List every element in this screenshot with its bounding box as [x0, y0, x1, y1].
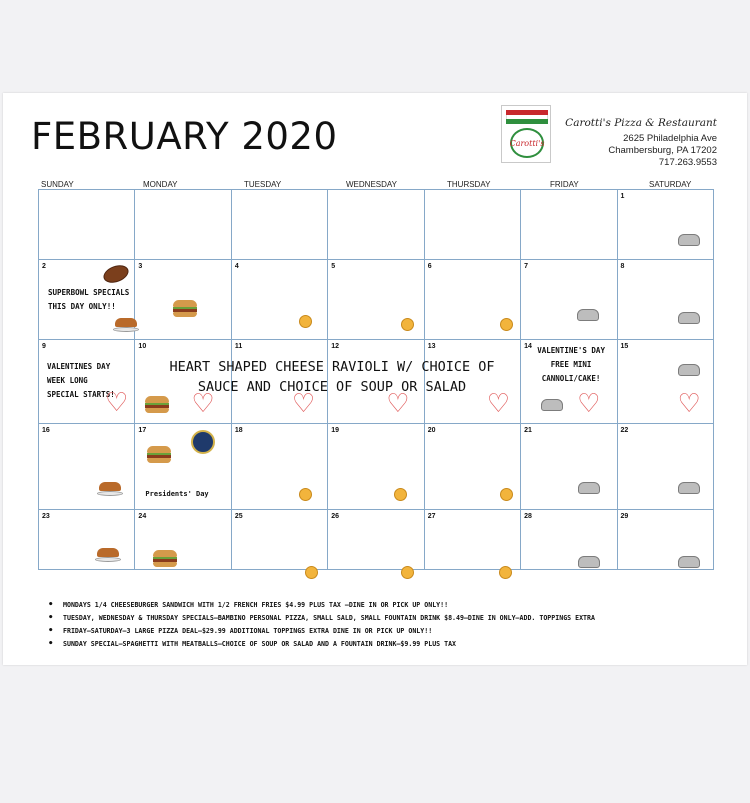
- month-title: FEBRUARY 2020: [31, 115, 338, 158]
- day-number: 5: [331, 263, 336, 270]
- valentines-week-note: VALENTINES DAY WEEK LONG SPECIAL STARTS!: [47, 362, 115, 399]
- pizza-icon: [678, 234, 700, 246]
- burger-icon: [145, 396, 169, 416]
- weekday-saturday: SATURDAY: [649, 180, 692, 189]
- cookie-icon: [500, 318, 513, 331]
- burger-icon: [147, 446, 171, 466]
- football-icon: [101, 262, 131, 286]
- presidents-day-note: Presidents' Day: [145, 490, 209, 498]
- weekday-wednesday: WEDNESDAY: [346, 180, 397, 189]
- pizza-icon: [541, 399, 563, 411]
- day-cell: [231, 260, 327, 340]
- heart-icon: ♡: [577, 389, 601, 419]
- burger-icon: [153, 550, 177, 570]
- day-number: 25: [234, 513, 243, 520]
- pizza-icon: [678, 556, 700, 568]
- italian-flag-green: [506, 119, 548, 124]
- day-number: 14: [524, 343, 532, 350]
- heart-icon: ♡: [486, 389, 510, 419]
- day-number: 29: [620, 513, 629, 520]
- heart-icon: ♡: [386, 389, 410, 419]
- day-number: 9: [42, 343, 46, 350]
- presidential-seal-icon: [191, 430, 215, 454]
- day-cell: [521, 340, 617, 424]
- special-item: • MONDAYS 1/4 CHEESEBURGER SANDWICH WITH 1/2 FRENCH FRIES $4.99 PLUS TAX —DINE IN OR PICK UP ONLY!!: [48, 599, 728, 612]
- day-cell: [521, 424, 617, 510]
- day-cell: [617, 424, 713, 510]
- day-cell: [424, 190, 520, 260]
- weekday-friday: FRIDAY: [550, 180, 579, 189]
- restaurant-logo: [501, 105, 551, 163]
- business-info: [565, 117, 717, 169]
- day-cell: [328, 190, 424, 260]
- day-cell: [424, 260, 520, 340]
- calendar-sheet: [3, 93, 747, 665]
- day-number: 4: [234, 263, 239, 270]
- day-cell: [135, 510, 231, 570]
- weekday-monday: MONDAY: [143, 180, 178, 189]
- day-number: 6: [427, 263, 432, 270]
- address-line-1: 2625 Philadelphia Ave: [623, 133, 717, 144]
- spaghetti-icon: [95, 548, 121, 564]
- day-cell: [617, 340, 713, 424]
- day-cell: [135, 190, 231, 260]
- calendar-grid: [38, 189, 714, 569]
- heart-icon: ♡: [191, 389, 215, 419]
- special-item: • TUESDAY, WEDNESDAY & THURSDAY SPECIALS—BAMBINO PERSONAL PIZZA, SMALL SALD, SMALL FOUNTAIN DRINK $8.49—DINE IN ONLY—ADD. TOPPINGS EXTRA: [48, 612, 728, 625]
- pizza-icon: [678, 482, 700, 494]
- day-cell: [328, 424, 424, 510]
- day-cell: [521, 510, 617, 570]
- weekday-sunday: SUNDAY: [41, 180, 74, 189]
- day-number: 3: [138, 263, 143, 270]
- day-number: 24: [138, 513, 147, 520]
- cookie-icon: [305, 566, 318, 579]
- superbowl-note: SUPERBOWL SPECIALS THIS DAY ONLY!!: [48, 288, 130, 311]
- day-cell: [521, 190, 617, 260]
- weekday-thursday: THURSDAY: [447, 180, 491, 189]
- burger-icon: [173, 300, 197, 320]
- day-number: 2: [42, 263, 46, 270]
- day-cell: [39, 260, 135, 340]
- day-cell: [328, 510, 424, 570]
- cookie-icon: [499, 566, 512, 579]
- heart-icon: ♡: [677, 389, 701, 419]
- day-cell: [617, 510, 713, 570]
- cookie-icon: [500, 488, 513, 501]
- pizza-icon: [577, 309, 599, 321]
- day-number: 18: [234, 427, 243, 434]
- day-cell: [328, 260, 424, 340]
- day-number: 20: [427, 427, 436, 434]
- day-number: 8: [620, 263, 625, 270]
- special-item: • FRIDAY—SATURDAY—3 LARGE PIZZA DEAL—$29.99 ADDITIONAL TOPPINGS EXTRA DINE IN OR PICK UP ONLY!!: [48, 625, 728, 638]
- cookie-icon: [401, 566, 414, 579]
- day-number: 19: [331, 427, 340, 434]
- day-cell: [521, 260, 617, 340]
- day-cell: [617, 260, 713, 340]
- specials-list: [48, 599, 728, 651]
- ravioli-special-note: HEART SHAPED CHEESE RAVIOLI W/ CHOICE OF SAUCE AND CHOICE OF SOUP OR SALAD: [169, 359, 495, 395]
- day-cell: [231, 510, 327, 570]
- logo-emblem: [510, 128, 544, 158]
- cookie-icon: [394, 488, 407, 501]
- cookie-icon: [401, 318, 414, 331]
- weekday-tuesday: TUESDAY: [244, 180, 282, 189]
- phone-number: 717.263.9553: [658, 157, 717, 168]
- heart-icon: ♡: [105, 388, 129, 418]
- spaghetti-icon: [97, 482, 123, 498]
- pizza-icon: [578, 556, 600, 568]
- pizza-icon: [678, 312, 700, 324]
- logo-text: Carotti's: [509, 138, 545, 148]
- day-cell: [135, 260, 231, 340]
- day-cell: [39, 340, 135, 424]
- day-cell: [39, 190, 135, 260]
- valentines-day-note: VALENTINE'S DAY FREE MINI CANNOLI/CAKE!: [537, 346, 605, 383]
- day-number: 23: [42, 513, 50, 520]
- pizza-icon: [678, 364, 700, 376]
- day-number: 16: [42, 427, 50, 434]
- day-number: 21: [524, 427, 532, 434]
- business-name: Carotti's Pizza & Restaurant: [565, 117, 717, 129]
- day-number: 10: [138, 343, 147, 350]
- day-cell: [617, 190, 713, 260]
- cookie-icon: [299, 315, 312, 328]
- day-number: 28: [524, 513, 532, 520]
- day-number: 26: [331, 513, 340, 520]
- day-cell: [39, 424, 135, 510]
- pizza-icon: [578, 482, 600, 494]
- day-cell: [135, 424, 231, 510]
- address-line-2: Chambersburg, PA 17202: [608, 145, 717, 156]
- day-number: 22: [620, 427, 629, 434]
- heart-icon: ♡: [291, 389, 316, 419]
- day-cell: [39, 510, 135, 570]
- day-number: 17: [138, 427, 147, 434]
- cookie-icon: [299, 488, 312, 501]
- day-number: 11: [234, 343, 243, 350]
- day-cell: [424, 510, 520, 570]
- day-cell: [231, 424, 327, 510]
- day-number: 12: [331, 343, 340, 350]
- day-number: 15: [620, 343, 629, 350]
- day-cell: [231, 190, 327, 260]
- day-number: 13: [427, 343, 436, 350]
- day-number: 1: [620, 193, 625, 200]
- day-cell: [424, 424, 520, 510]
- day-number: 27: [427, 513, 436, 520]
- day-number: 7: [524, 263, 529, 270]
- special-item: • SUNDAY SPECIAL—SPAGHETTI WITH MEATBALLS—CHOICE OF SOUP OR SALAD AND A FOUNTAIN DRINK—$9.99 PLUS TAX: [48, 638, 728, 651]
